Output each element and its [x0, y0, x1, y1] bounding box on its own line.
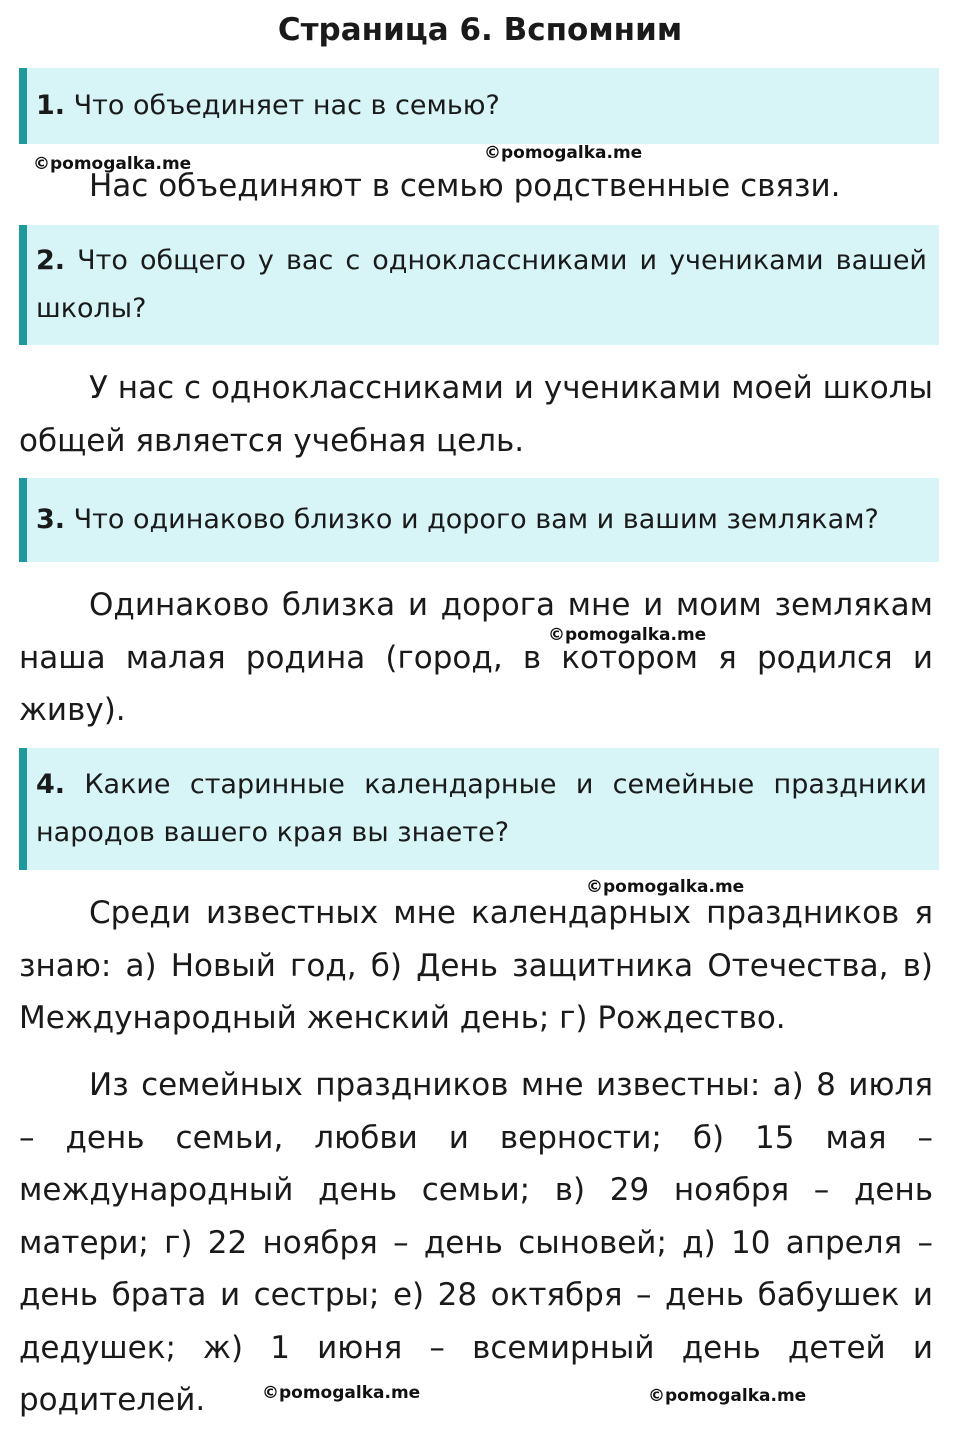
- question-label: Какие старинные календарные и семейные праздники народов вашего края вы знаете?: [36, 769, 927, 848]
- watermark: ©pomogalka.me: [586, 877, 745, 897]
- question-label: Что общего у вас с одноклассниками и учениками вашей школы?: [36, 245, 927, 324]
- question-text-1: [36, 82, 927, 130]
- question-number: 2.: [36, 245, 66, 276]
- watermark: ©pomogalka.me: [648, 1386, 807, 1406]
- question-box-1: [19, 68, 939, 144]
- answer-3: Одинаково близка и дорога мне и моим землякам наша малая родина (город, в котором я родился и живу).: [19, 587, 933, 728]
- question-label: Что объединяет нас в семью?: [73, 90, 500, 121]
- question-number: 4.: [36, 769, 66, 800]
- watermark: ©pomogalka.me: [484, 143, 643, 163]
- answer-4b: Из семейных праздников мне известны: а) 8 июля – день семьи, любви и верности; б) 15 мая – международный день семьи; в) 29 ноября – день матери; г) 22 ноября – день сыновей; д) 10 апреля – день брата и сестры; е) 28 октября – день бабушек и дедушек; ж) 1 июня – всемирный день детей и родителей.: [19, 1067, 933, 1418]
- question-text-3: [36, 496, 927, 544]
- watermark: ©pomogalka.me: [33, 154, 192, 174]
- page-title: Страница 6. Вспомним: [277, 12, 683, 48]
- watermark: ©pomogalka.me: [548, 625, 707, 645]
- question-box-2: [19, 225, 939, 345]
- question-number: 3.: [36, 504, 66, 535]
- question-text-2: [36, 237, 927, 333]
- answer-2: У нас с одноклассниками и учениками моей школы общей является учебная цель.: [19, 370, 933, 459]
- question-label: Что одинаково близко и дорого вам и вашим землякам?: [73, 504, 879, 535]
- question-text-4: [36, 761, 927, 857]
- question-box-4: [19, 748, 939, 870]
- watermark: ©pomogalka.me: [262, 1383, 421, 1403]
- question-box-3: [19, 478, 939, 562]
- answer-4a: Среди известных мне календарных праздников я знаю: а) Новый год, б) День защитника Отечества, в) Международный женский день; г) Рождество.: [19, 895, 933, 1036]
- question-number: 1.: [36, 90, 66, 121]
- answer-1: Нас объединяют в семью родственные связи.: [89, 168, 841, 204]
